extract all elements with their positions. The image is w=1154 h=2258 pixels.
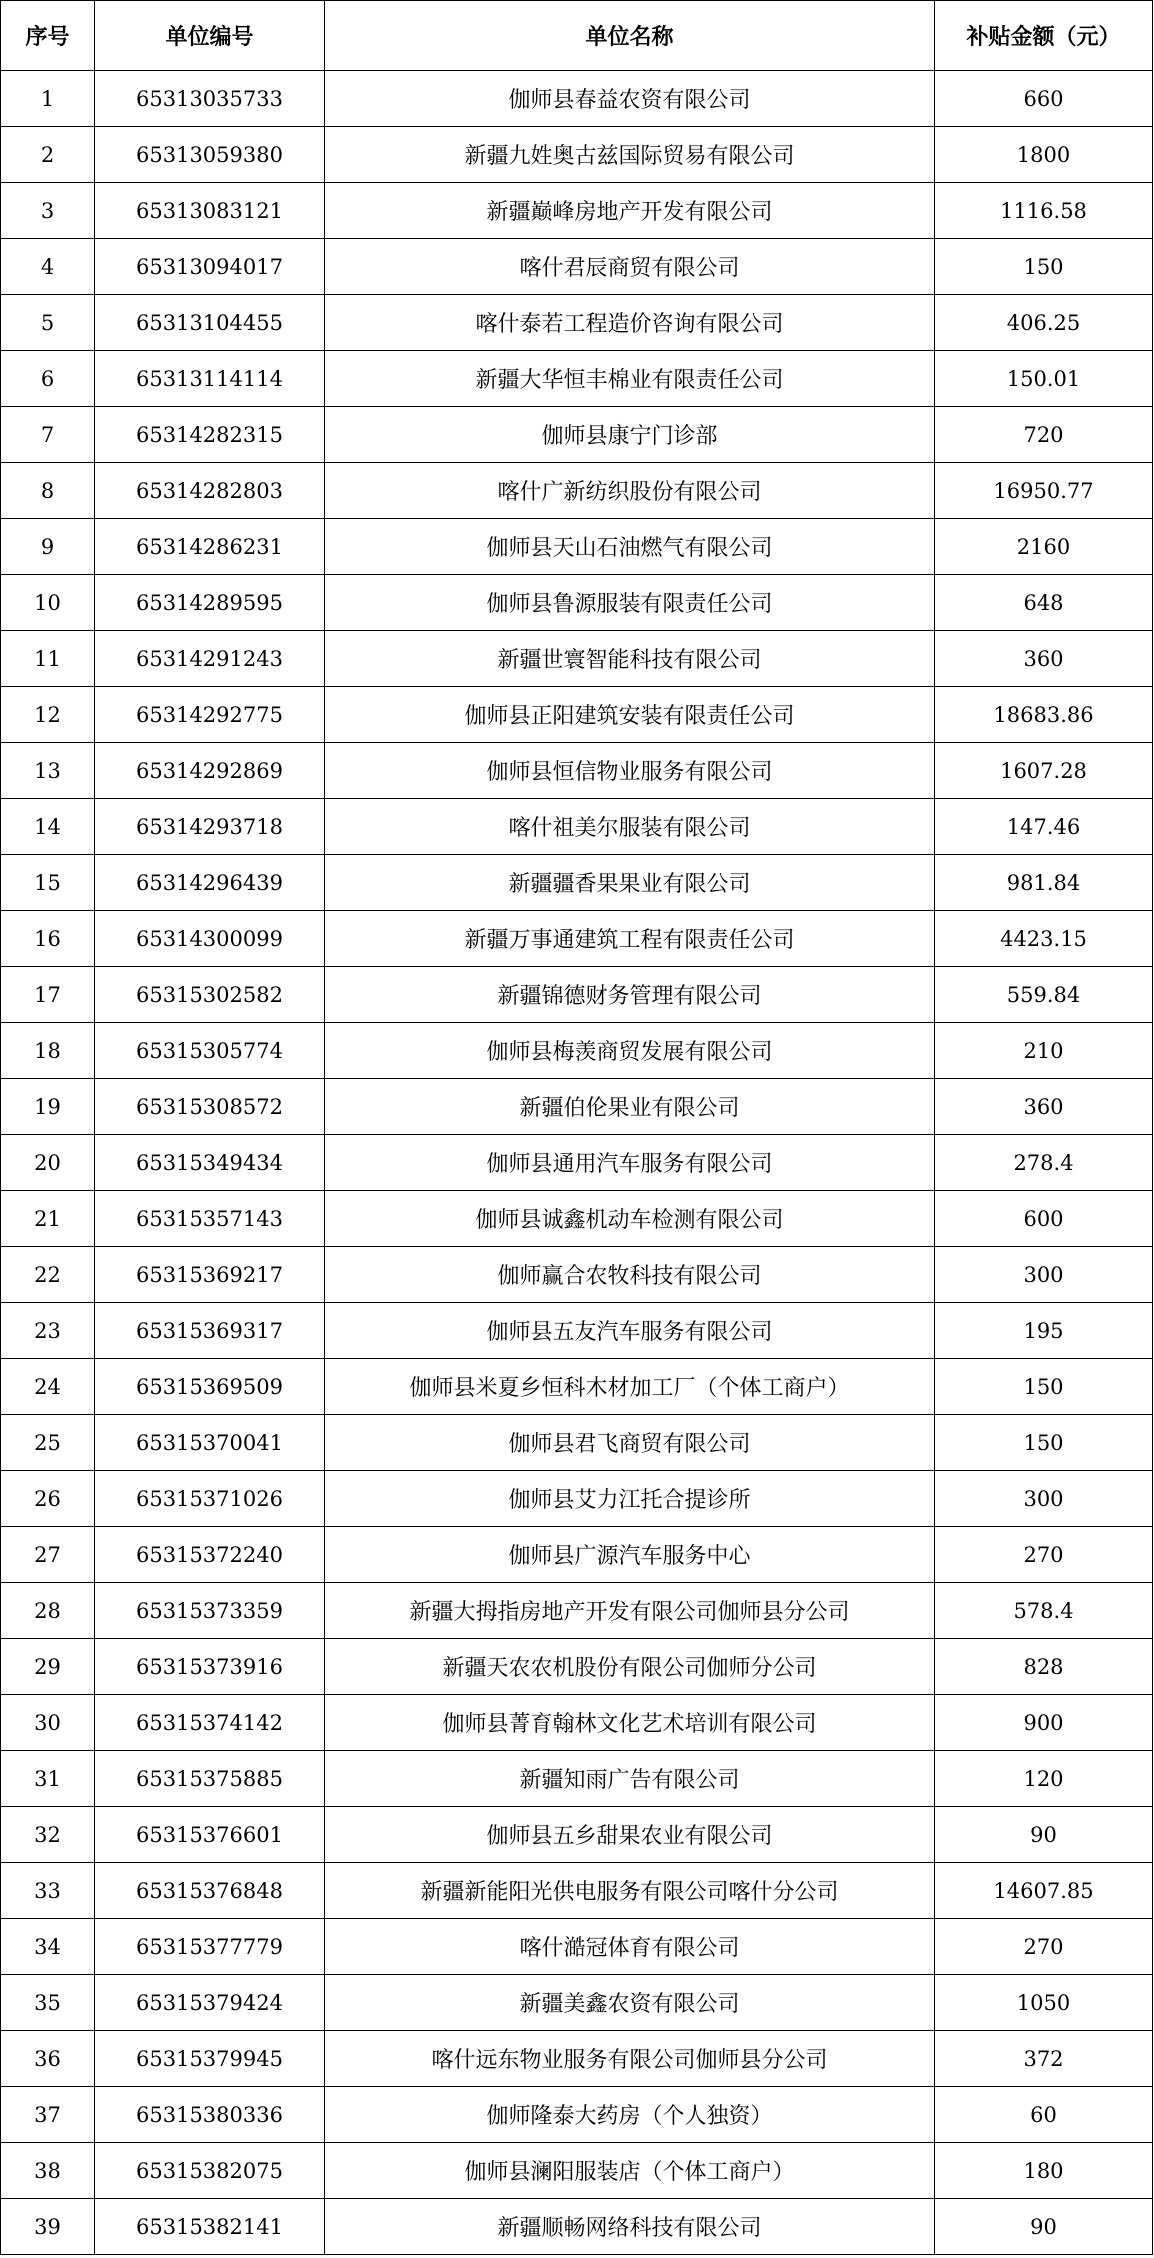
- row-index-cell: 1: [1, 71, 95, 127]
- row-amount-cell: 900: [935, 1695, 1153, 1751]
- table-row: [1, 1751, 1153, 1807]
- row-code-cell: 65315376848: [95, 1863, 325, 1919]
- row-index-cell: 14: [1, 799, 95, 855]
- row-amount-cell: 150: [935, 1415, 1153, 1471]
- row-amount-cell: 2160: [935, 519, 1153, 575]
- row-code-cell: 65313059380: [95, 127, 325, 183]
- row-name-cell: 喀什祖美尔服装有限公司: [325, 799, 935, 855]
- row-index-cell: 31: [1, 1751, 95, 1807]
- row-amount-cell: 147.46: [935, 799, 1153, 855]
- table-row: [1, 1975, 1153, 2031]
- row-name-cell: 新疆九姓奥古兹国际贸易有限公司: [325, 127, 935, 183]
- row-name-cell: 伽师县天山石油燃气有限公司: [325, 519, 935, 575]
- table-row: [1, 351, 1153, 407]
- row-code-cell: 65315370041: [95, 1415, 325, 1471]
- row-index-cell: 24: [1, 1359, 95, 1415]
- row-index-cell: 13: [1, 743, 95, 799]
- row-amount-cell: 180: [935, 2143, 1153, 2199]
- table-row: [1, 1135, 1153, 1191]
- row-index-cell: 16: [1, 911, 95, 967]
- row-index-cell: 11: [1, 631, 95, 687]
- row-amount-cell: 981.84: [935, 855, 1153, 911]
- row-amount-cell: 120: [935, 1751, 1153, 1807]
- table-header: [1, 1, 1153, 71]
- row-code-cell: 65315369217: [95, 1247, 325, 1303]
- table-row: [1, 967, 1153, 1023]
- row-index-cell: 36: [1, 2031, 95, 2087]
- row-amount-cell: 278.4: [935, 1135, 1153, 1191]
- row-index-cell: 10: [1, 575, 95, 631]
- row-index-cell: 8: [1, 463, 95, 519]
- row-code-cell: 65315375885: [95, 1751, 325, 1807]
- row-code-cell: 65313094017: [95, 239, 325, 295]
- row-code-cell: 65315308572: [95, 1079, 325, 1135]
- row-code-cell: 65313035733: [95, 71, 325, 127]
- row-name-cell: 新疆大华恒丰棉业有限责任公司: [325, 351, 935, 407]
- row-name-cell: 伽师县广源汽车服务中心: [325, 1527, 935, 1583]
- row-code-cell: 65315379945: [95, 2031, 325, 2087]
- table-row: [1, 2199, 1153, 2255]
- row-index-cell: 29: [1, 1639, 95, 1695]
- row-index-cell: 35: [1, 1975, 95, 2031]
- row-code-cell: 65314282315: [95, 407, 325, 463]
- row-name-cell: 新疆巅峰房地产开发有限公司: [325, 183, 935, 239]
- row-amount-cell: 150.01: [935, 351, 1153, 407]
- table-row: [1, 1191, 1153, 1247]
- table-row: [1, 911, 1153, 967]
- row-index-cell: 4: [1, 239, 95, 295]
- table-row: [1, 1303, 1153, 1359]
- row-index-cell: 32: [1, 1807, 95, 1863]
- row-index-cell: 39: [1, 2199, 95, 2255]
- table-row: [1, 127, 1153, 183]
- header-index: 序号: [1, 1, 95, 71]
- row-amount-cell: 4423.15: [935, 911, 1153, 967]
- table-row: [1, 2031, 1153, 2087]
- header-name: 单位名称: [325, 1, 935, 71]
- row-amount-cell: 360: [935, 631, 1153, 687]
- table-body: [1, 71, 1153, 2255]
- row-index-cell: 25: [1, 1415, 95, 1471]
- row-amount-cell: 150: [935, 239, 1153, 295]
- row-code-cell: 65314286231: [95, 519, 325, 575]
- row-amount-cell: 406.25: [935, 295, 1153, 351]
- row-name-cell: 伽师隆泰大药房（个人独资）: [325, 2087, 935, 2143]
- row-index-cell: 30: [1, 1695, 95, 1751]
- row-index-cell: 23: [1, 1303, 95, 1359]
- table-row: [1, 519, 1153, 575]
- row-index-cell: 18: [1, 1023, 95, 1079]
- row-amount-cell: 600: [935, 1191, 1153, 1247]
- table-row: [1, 183, 1153, 239]
- row-code-cell: 65315372240: [95, 1527, 325, 1583]
- table-row: [1, 239, 1153, 295]
- row-code-cell: 65315380336: [95, 2087, 325, 2143]
- row-code-cell: 65314282803: [95, 463, 325, 519]
- row-name-cell: 喀什澔冠体育有限公司: [325, 1919, 935, 1975]
- table-row: [1, 2143, 1153, 2199]
- table-row: [1, 799, 1153, 855]
- row-index-cell: 17: [1, 967, 95, 1023]
- row-code-cell: 65314296439: [95, 855, 325, 911]
- row-amount-cell: 828: [935, 1639, 1153, 1695]
- row-code-cell: 65314289595: [95, 575, 325, 631]
- row-amount-cell: 648: [935, 575, 1153, 631]
- row-index-cell: 22: [1, 1247, 95, 1303]
- table-row: [1, 1863, 1153, 1919]
- row-index-cell: 15: [1, 855, 95, 911]
- row-amount-cell: 300: [935, 1247, 1153, 1303]
- row-code-cell: 65315379424: [95, 1975, 325, 2031]
- row-amount-cell: 195: [935, 1303, 1153, 1359]
- row-name-cell: 新疆知雨广告有限公司: [325, 1751, 935, 1807]
- table-row: [1, 687, 1153, 743]
- row-index-cell: 27: [1, 1527, 95, 1583]
- row-index-cell: 7: [1, 407, 95, 463]
- row-name-cell: 新疆天农农机股份有限公司伽师分公司: [325, 1639, 935, 1695]
- row-code-cell: 65315305774: [95, 1023, 325, 1079]
- row-amount-cell: 360: [935, 1079, 1153, 1135]
- row-code-cell: 65315369509: [95, 1359, 325, 1415]
- row-amount-cell: 372: [935, 2031, 1153, 2087]
- row-name-cell: 新疆伯伦果业有限公司: [325, 1079, 935, 1135]
- table-row: [1, 71, 1153, 127]
- table-row: [1, 1247, 1153, 1303]
- row-name-cell: 伽师县诚鑫机动车检测有限公司: [325, 1191, 935, 1247]
- header-row: [1, 1, 1153, 71]
- row-name-cell: 喀什广新纺织股份有限公司: [325, 463, 935, 519]
- row-amount-cell: 18683.86: [935, 687, 1153, 743]
- row-amount-cell: 300: [935, 1471, 1153, 1527]
- row-name-cell: 新疆世寰智能科技有限公司: [325, 631, 935, 687]
- row-code-cell: 65315369317: [95, 1303, 325, 1359]
- row-name-cell: 新疆锦德财务管理有限公司: [325, 967, 935, 1023]
- row-index-cell: 26: [1, 1471, 95, 1527]
- row-amount-cell: 559.84: [935, 967, 1153, 1023]
- row-amount-cell: 90: [935, 1807, 1153, 1863]
- row-index-cell: 19: [1, 1079, 95, 1135]
- row-name-cell: 伽师赢合农牧科技有限公司: [325, 1247, 935, 1303]
- row-code-cell: 65314291243: [95, 631, 325, 687]
- row-index-cell: 20: [1, 1135, 95, 1191]
- row-code-cell: 65315374142: [95, 1695, 325, 1751]
- row-name-cell: 新疆疆香果果业有限公司: [325, 855, 935, 911]
- table-row: [1, 1919, 1153, 1975]
- row-name-cell: 伽师县米夏乡恒科木材加工厂（个体工商户）: [325, 1359, 935, 1415]
- header-amount: 补贴金额（元）: [935, 1, 1153, 71]
- row-amount-cell: 210: [935, 1023, 1153, 1079]
- row-name-cell: 伽师县通用汽车服务有限公司: [325, 1135, 935, 1191]
- row-name-cell: 伽师县君飞商贸有限公司: [325, 1415, 935, 1471]
- row-name-cell: 新疆顺畅网络科技有限公司: [325, 2199, 935, 2255]
- row-name-cell: 喀什泰若工程造价咨询有限公司: [325, 295, 935, 351]
- row-code-cell: 65315357143: [95, 1191, 325, 1247]
- row-code-cell: 65315373359: [95, 1583, 325, 1639]
- row-index-cell: 2: [1, 127, 95, 183]
- row-name-cell: 伽师县艾力江托合提诊所: [325, 1471, 935, 1527]
- row-code-cell: 65315382075: [95, 2143, 325, 2199]
- table-row: [1, 1079, 1153, 1135]
- row-code-cell: 65313104455: [95, 295, 325, 351]
- row-code-cell: 65314292775: [95, 687, 325, 743]
- row-index-cell: 28: [1, 1583, 95, 1639]
- table-row: [1, 1415, 1153, 1471]
- row-name-cell: 新疆美鑫农资有限公司: [325, 1975, 935, 2031]
- row-code-cell: 65315377779: [95, 1919, 325, 1975]
- header-code: 单位编号: [95, 1, 325, 71]
- row-index-cell: 37: [1, 2087, 95, 2143]
- row-name-cell: 喀什远东物业服务有限公司伽师县分公司: [325, 2031, 935, 2087]
- row-index-cell: 12: [1, 687, 95, 743]
- table-row: [1, 575, 1153, 631]
- row-name-cell: 新疆万事通建筑工程有限责任公司: [325, 911, 935, 967]
- row-index-cell: 33: [1, 1863, 95, 1919]
- row-index-cell: 5: [1, 295, 95, 351]
- row-name-cell: 新疆新能阳光供电服务有限公司喀什分公司: [325, 1863, 935, 1919]
- row-amount-cell: 1800: [935, 127, 1153, 183]
- table-row: [1, 1695, 1153, 1751]
- row-name-cell: 伽师县菁育翰林文化艺术培训有限公司: [325, 1695, 935, 1751]
- table-row: [1, 855, 1153, 911]
- row-amount-cell: 90: [935, 2199, 1153, 2255]
- table-row: [1, 1471, 1153, 1527]
- table-row: [1, 631, 1153, 687]
- row-index-cell: 3: [1, 183, 95, 239]
- row-index-cell: 34: [1, 1919, 95, 1975]
- row-amount-cell: 150: [935, 1359, 1153, 1415]
- row-code-cell: 65315302582: [95, 967, 325, 1023]
- row-code-cell: 65315371026: [95, 1471, 325, 1527]
- row-amount-cell: 1050: [935, 1975, 1153, 2031]
- row-index-cell: 9: [1, 519, 95, 575]
- row-name-cell: 喀什君辰商贸有限公司: [325, 239, 935, 295]
- row-code-cell: 65313083121: [95, 183, 325, 239]
- row-code-cell: 65315373916: [95, 1639, 325, 1695]
- row-amount-cell: 16950.77: [935, 463, 1153, 519]
- row-code-cell: 65313114114: [95, 351, 325, 407]
- table-row: [1, 1527, 1153, 1583]
- row-index-cell: 38: [1, 2143, 95, 2199]
- table-row: [1, 1639, 1153, 1695]
- row-name-cell: 伽师县澜阳服装店（个体工商户）: [325, 2143, 935, 2199]
- row-code-cell: 65315382141: [95, 2199, 325, 2255]
- table-row: [1, 463, 1153, 519]
- row-name-cell: 新疆大拇指房地产开发有限公司伽师县分公司: [325, 1583, 935, 1639]
- table-row: [1, 407, 1153, 463]
- row-name-cell: 伽师县五乡甜果农业有限公司: [325, 1807, 935, 1863]
- row-amount-cell: 578.4: [935, 1583, 1153, 1639]
- row-amount-cell: 1607.28: [935, 743, 1153, 799]
- row-amount-cell: 270: [935, 1919, 1153, 1975]
- table-row: [1, 295, 1153, 351]
- row-code-cell: 65314292869: [95, 743, 325, 799]
- row-name-cell: 伽师县五友汽车服务有限公司: [325, 1303, 935, 1359]
- row-amount-cell: 270: [935, 1527, 1153, 1583]
- row-index-cell: 21: [1, 1191, 95, 1247]
- row-code-cell: 65315376601: [95, 1807, 325, 1863]
- row-code-cell: 65314293718: [95, 799, 325, 855]
- row-amount-cell: 720: [935, 407, 1153, 463]
- table-row: [1, 1023, 1153, 1079]
- row-index-cell: 6: [1, 351, 95, 407]
- row-amount-cell: 660: [935, 71, 1153, 127]
- row-name-cell: 伽师县恒信物业服务有限公司: [325, 743, 935, 799]
- row-amount-cell: 60: [935, 2087, 1153, 2143]
- row-code-cell: 65314300099: [95, 911, 325, 967]
- table-row: [1, 1807, 1153, 1863]
- row-amount-cell: 14607.85: [935, 1863, 1153, 1919]
- table-row: [1, 2087, 1153, 2143]
- row-name-cell: 伽师县鲁源服装有限责任公司: [325, 575, 935, 631]
- row-name-cell: 伽师县梅羡商贸发展有限公司: [325, 1023, 935, 1079]
- table-row: [1, 1359, 1153, 1415]
- row-code-cell: 65315349434: [95, 1135, 325, 1191]
- table-row: [1, 743, 1153, 799]
- row-amount-cell: 1116.58: [935, 183, 1153, 239]
- row-name-cell: 伽师县春益农资有限公司: [325, 71, 935, 127]
- table-row: [1, 1583, 1153, 1639]
- row-name-cell: 伽师县康宁门诊部: [325, 407, 935, 463]
- row-name-cell: 伽师县正阳建筑安装有限责任公司: [325, 687, 935, 743]
